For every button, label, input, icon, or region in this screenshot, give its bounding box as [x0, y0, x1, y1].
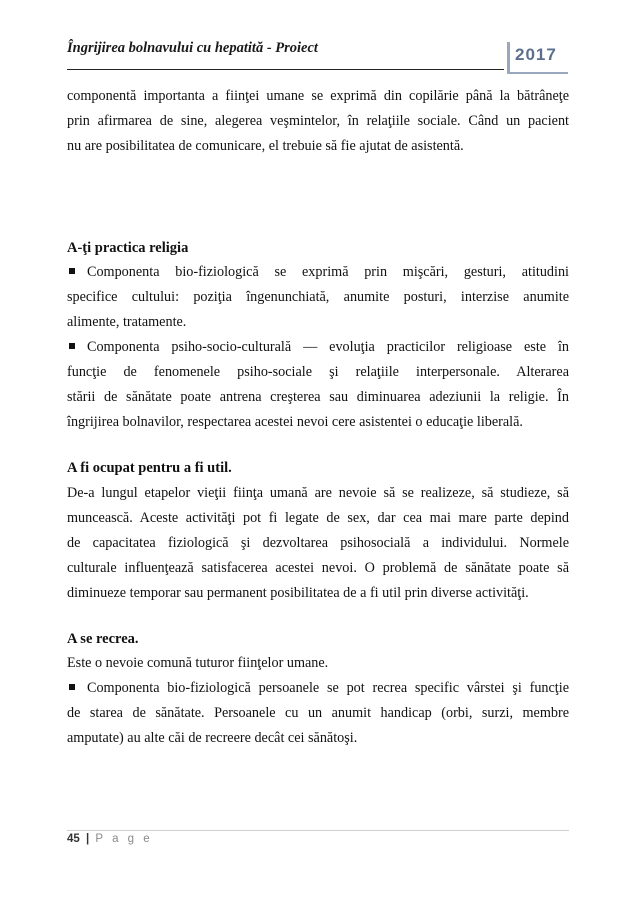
- bullet-item: [67, 260, 569, 335]
- text-line: De-a lungul etapelor vieţii fiinţa umană are nevoie să se realizeze, să studieze, să: [67, 485, 569, 501]
- page-label: P a g e: [95, 833, 153, 845]
- text-line: muncească. Aceste activităţi pot fi legate de sex, dar cea mai mare parte depind: [67, 510, 569, 526]
- text-line: diminueze temporar sau permanent posibilitatea de a fi util prin diverse activităţi.: [67, 585, 529, 601]
- section-paragraph: [67, 481, 569, 606]
- text-line: amputate) au alte căi de recreere decât cei sănătoşi.: [67, 730, 358, 746]
- text-line: Componenta psiho-socio-culturală — evoluţia practicilor religioase este în: [87, 339, 569, 355]
- section-heading: A fi ocupat pentru a fi util.: [67, 460, 232, 476]
- text-line: funcţie de fenomenele psiho-sociale şi relaţiile interpersonale. Alterarea: [67, 364, 569, 380]
- bullet-icon: [69, 343, 75, 349]
- bullet-icon: [69, 268, 75, 274]
- footer-divider: [67, 830, 569, 831]
- section-heading: A-ţi practica religia: [67, 240, 189, 256]
- text-line: Este o nevoie comună tuturor fiinţelor umane.: [67, 655, 329, 671]
- section-heading: A se recrea.: [67, 631, 139, 647]
- text-line: culturale influenţează satisfacerea acestei nevoi. O problemă de sănătate poate să: [67, 560, 569, 576]
- intro-paragraph: [67, 84, 569, 159]
- text-line: nu are posibilitatea de comunicare, el trebuie să fie ajutat de asistentă.: [67, 138, 464, 154]
- text-line: prin afirmarea de sine, alegerea veşmintelor, în relaţiile sociale. Când un pacient: [67, 113, 569, 129]
- footer-separator: |: [86, 833, 90, 845]
- text-line: îngrijirea bolnavilor, respectarea acestei nevoi cere asistentei o educaţie liberală.: [67, 414, 523, 430]
- page-content: [67, 84, 569, 751]
- text-line: componentă importanta a fiinţei umane se exprimă din copilărie până la bătrâneţe: [67, 88, 569, 104]
- text-line: Componenta bio-fiziologică persoanele se pot recrea specific vârstei şi funcţie: [87, 680, 569, 696]
- text-line: alimente, tratamente.: [67, 314, 187, 330]
- text-line: de starea de sănătate. Persoanele cu un anumit handicap (orbi, surzi, membre: [67, 705, 569, 721]
- bullet-icon: [69, 684, 75, 690]
- header-title: Îngrijirea bolnavului cu hepatită - Proiect: [67, 40, 318, 56]
- bullet-item: [67, 676, 569, 751]
- page-footer: [67, 833, 153, 845]
- text-line: de capacitatea fiziologică şi dezvoltarea psihosocială a individului. Normele: [67, 535, 569, 551]
- text-line: Componenta bio-fiziologică se exprimă prin mişcări, gesturi, atitudini: [87, 264, 569, 280]
- bullet-item: [67, 335, 569, 435]
- text-line: stării de sănătate poate antrena creşterea sau diminuarea adeziunii la religie. În: [67, 389, 569, 405]
- page-header: [67, 40, 569, 74]
- text-line: specifice cultului: poziţia îngenunchiată, anumite posturi, interzise anumite: [67, 289, 569, 305]
- page-number: 45: [67, 833, 80, 845]
- header-divider: [67, 69, 504, 70]
- header-year: 2017: [515, 45, 557, 64]
